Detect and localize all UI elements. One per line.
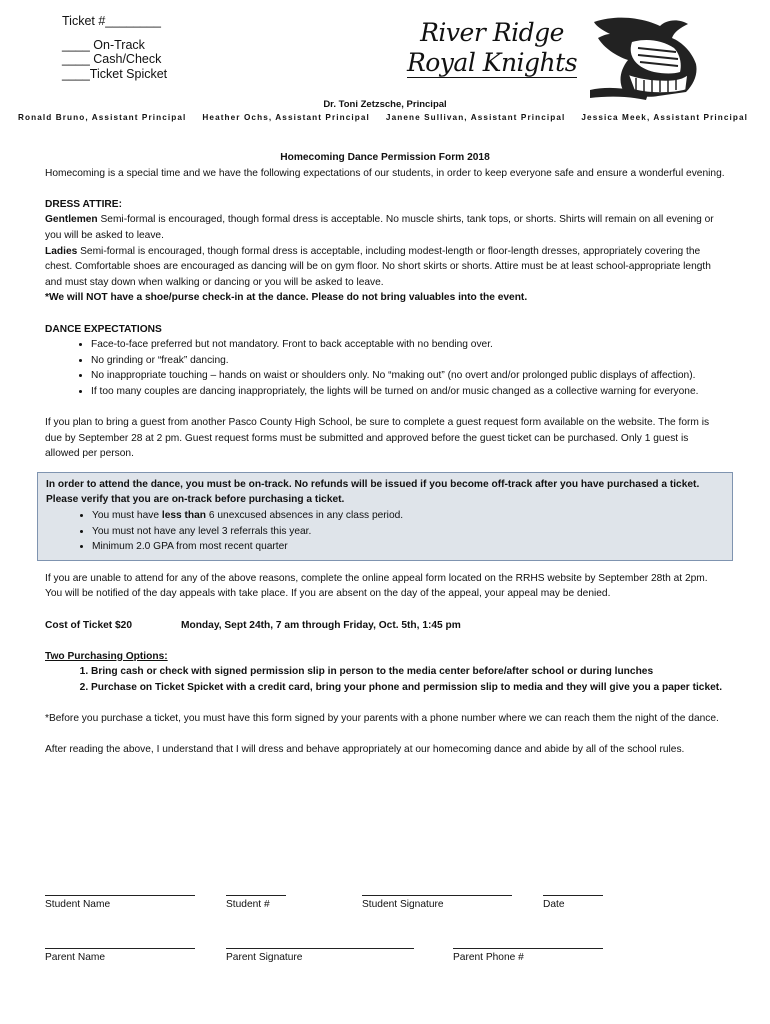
gentlemen-paragraph (45, 212, 725, 243)
ticket-cost: Cost of Ticket $20 (45, 619, 133, 631)
list-item: • If too many couples are dancing inappropriately, the lights will be turned on and/or music changed as a collective warning for everyone. (91, 384, 725, 400)
parent-name-field[interactable] (45, 948, 195, 949)
ticket-tracking-box (62, 14, 167, 81)
knight-helmet-icon (588, 12, 706, 104)
form-body (45, 150, 725, 758)
gentlemen-text: Semi-formal is encouraged, though formal dress is acceptable. No muscle shirts, tank tops, or shorts. Shirts will remain on all evening or you will be asked to leave. (45, 214, 714, 241)
school-name-line1: River Ridge (420, 18, 564, 47)
student-name-label: Student Name (45, 899, 111, 910)
assistant-principal: Heather Ochs, Assistant Principal (202, 113, 370, 122)
date-field[interactable] (543, 895, 603, 896)
guest-paragraph: If you plan to bring a guest from another Pasco County High School, be sure to complete a guest request form available on the website. The form is due by September 28 at 2 pm. Guest request forms must be submitted and approved before the guest ticket can be purchased. Only 1 guest is allowed per person. (45, 417, 710, 460)
no-checkin-note: *We will NOT have a shoe/purse check-in at the dance. Please do not bring valuables into the event. (45, 292, 528, 304)
date-label: Date (543, 899, 565, 910)
principal-line: Dr. Toni Zetzsche, Principal (323, 99, 447, 110)
on-track-callout (37, 472, 733, 561)
list-item: • You must have less than 6 unexcused absences in any class period. (92, 508, 724, 524)
list-item: 2. Purchase on Ticket Spicket with a credit card, bring your phone and permission slip to media and they will give you a paper ticket. (91, 680, 725, 696)
list-item: • You must not have any level 3 referrals this year. (92, 524, 724, 540)
intro-paragraph: Homecoming is a special time and we have the following expectations of our students, in order to keep everyone safe and ensure a wonderful evening. (45, 167, 725, 179)
list-item: • Minimum 2.0 GPA from most recent quarter (92, 539, 724, 555)
purchasing-options-list (45, 664, 725, 695)
parent-phone-field[interactable] (453, 948, 603, 949)
ladies-paragraph (45, 244, 725, 291)
student-number-label: Student # (226, 899, 270, 910)
on-track-line[interactable]: ____ On-Track (62, 37, 145, 52)
agreement-paragraph: After reading the above, I understand that I will dress and behave appropriately at our homecoming dance and abide by all of the school rules. (45, 744, 685, 756)
ladies-label: Ladies (45, 245, 78, 257)
ticket-number-line[interactable]: Ticket #________ (62, 14, 161, 28)
callout-list (46, 508, 724, 555)
assistant-principal: Janene Sullivan, Assistant Principal (385, 113, 566, 122)
assistant-principals (18, 113, 748, 122)
before-purchase-note: *Before you purchase a ticket, you must have this form signed by your parents with a phone number where we can reach them the night of the dance. (45, 713, 719, 725)
student-number-field[interactable] (226, 895, 286, 896)
cash-check-line[interactable]: ____ Cash/Check (62, 52, 162, 66)
callout-text: In order to attend the dance, you must be on-track. No refunds will be issued if you become off-track after you have purchased a ticket. Please verify that you are on-track before purchasing a ticket. (46, 478, 700, 506)
parent-name-label: Parent Name (45, 952, 106, 963)
assistant-principal: Jessica Meek, Assistant Principal (581, 113, 748, 122)
dance-heading: DANCE EXPECTATIONS (45, 323, 162, 335)
student-signature-label: Student Signature (362, 899, 444, 910)
list-item: • No grinding or “freak” dancing. (91, 353, 725, 369)
sale-dates: Monday, Sept 24th, 7 am through Friday, Oct. 5th, 1:45 pm (181, 619, 461, 631)
student-signature-field[interactable] (362, 895, 512, 896)
school-logo-text (392, 18, 592, 78)
list-item: 1. Bring cash or check with signed permission slip in person to the media center before/after school or during lunches (91, 664, 725, 680)
purchasing-heading: Two Purchasing Options: (45, 650, 168, 662)
gentlemen-label: Gentlemen (45, 214, 98, 226)
ticket-spicket-line[interactable]: ____Ticket Spicket (62, 66, 168, 81)
appeal-paragraph: If you are unable to attend for any of the above reasons, complete the online appeal form located on the RRHS website by September 28th at 2pm. You will be notified of the day appeals with take place. If you are absent on the day of the appeal, your appeal may be denied. (45, 572, 708, 600)
list-item: • Face-to-face preferred but not mandatory. Front to back acceptable with no bending over. (91, 337, 725, 353)
dress-heading: DRESS ATTIRE: (45, 198, 122, 210)
school-name-line2: Royal Knights (406, 48, 578, 77)
form-title: Homecoming Dance Permission Form 2018 (280, 152, 490, 163)
cost-line (45, 618, 725, 634)
ladies-text: Semi-formal is encouraged, though formal dress is acceptable, including modest-length or floor-length dresses, appropriately covering the chest. Comfortable shoes are encouraged as dancing will be on gym floor. No short skirts or shorts. Attire must be at least school-appropriate length and must stay down when walking or dancing or you will be asked to leave. (45, 245, 711, 288)
assistant-principal: Ronald Bruno, Assistant Principal (18, 113, 187, 122)
parent-phone-label: Parent Phone # (453, 952, 524, 963)
dance-expectations-list (45, 337, 725, 399)
list-item: • No inappropriate touching – hands on waist or shoulders only. No “making out” (no overt and/or prolonged public displays of affection). (91, 368, 725, 384)
parent-signature-field[interactable] (226, 948, 414, 949)
parent-signature-label: Parent Signature (226, 952, 303, 963)
student-name-field[interactable] (45, 895, 195, 896)
